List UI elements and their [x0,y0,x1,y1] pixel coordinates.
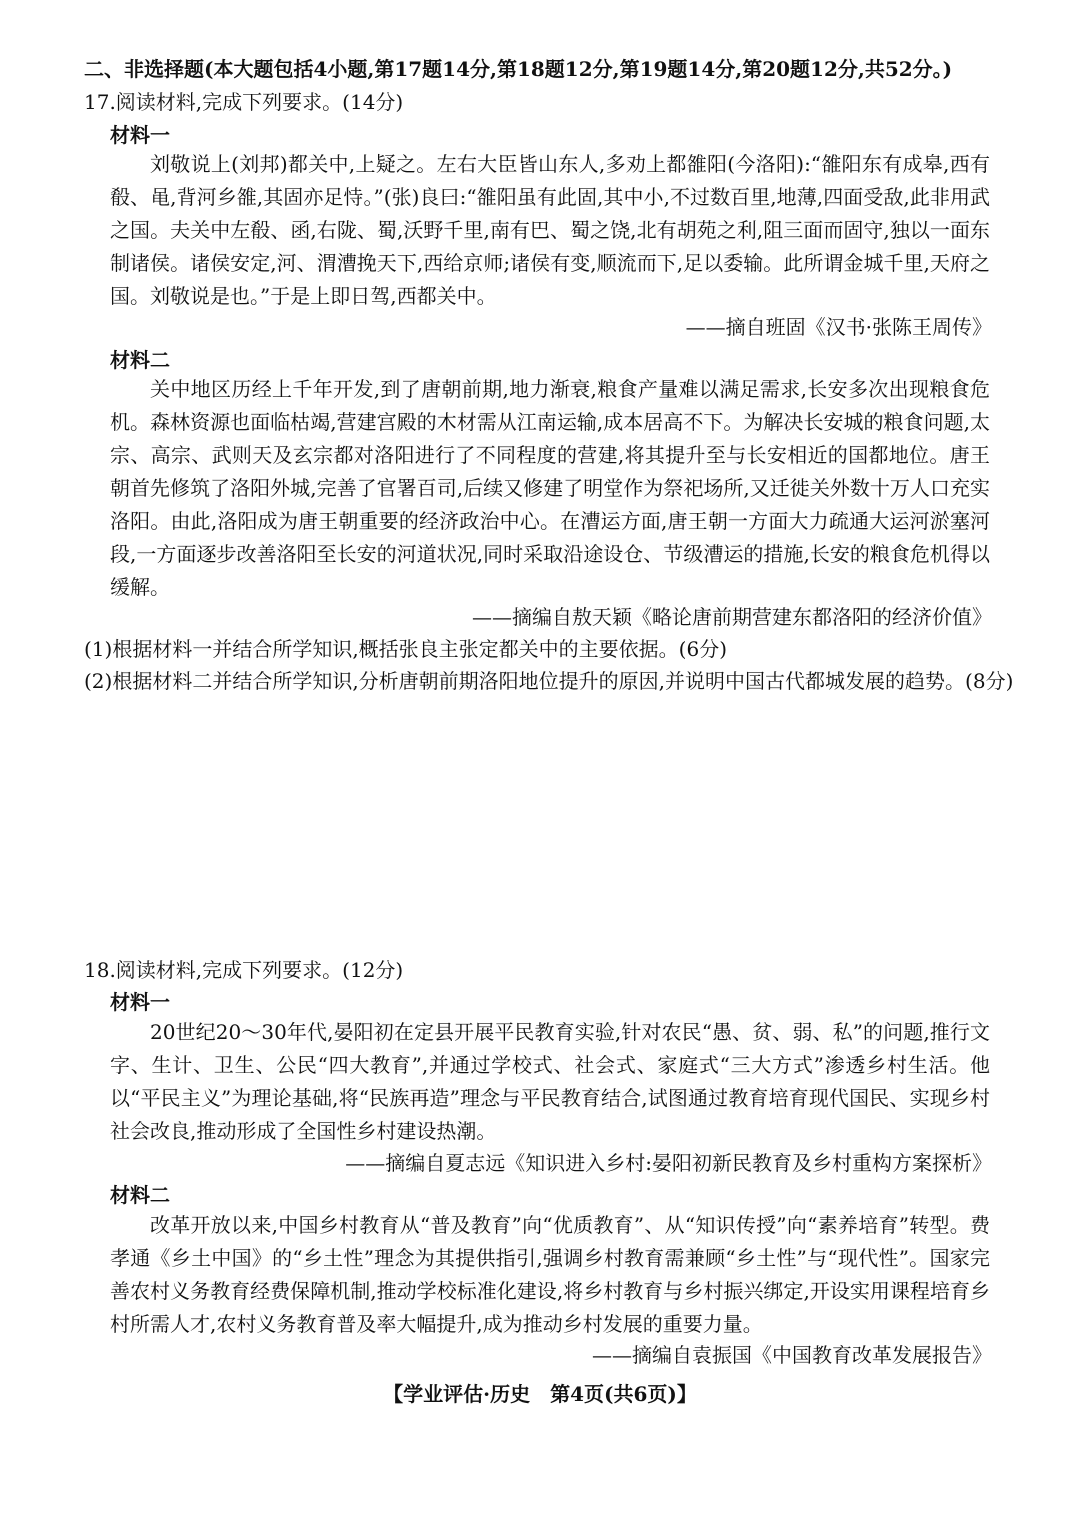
q17-material2-source: ——摘编自敖天颖《略论唐前期营建东都洛阳的经济价值》 [472,605,992,629]
q17-material2-text: 关中地区历经上千年开发,到了唐朝前期,地力渐衰,粮食产量难以满足需求,长安多次出现粮食危机。森林资源也面临枯竭,营建宫殿的木材需从江南运输,成本居高不下。为解决长安城的粮食问题,太宗、高宗、武则天及玄宗都对洛阳进行了不同程度的营建,将其提升至与长安相近的国都地位。唐王朝首先修筑了洛阳外城,完善了官署百司,后续又修建了明堂作为祭祀场所,又迁徙关外数十万人口充实洛阳。由此,洛阳成为唐王朝重要的经济政治中心。在漕运方面,唐王朝一方面大力疏通大运河淤塞河段,一方面逐步改善洛阳至长安的河道状况,同时采取沿途设仓、节级漕运的措施,长安的粮食危机得以缓解。 [110,377,990,599]
q18-material2-text: 改革开放以来,中国乡村教育从“普及教育”向“优质教育”、从“知识传授”向“素养培育”转型。费孝通《乡土中国》的“乡土性”理念为其提供指引,强调乡村教育需兼顾“乡土性”与“现代性”。国家完善农村义务教育经费保障机制,推动学校标准化建设,将乡村教育与乡村振兴绑定,开设实用课程培育乡村所需人才,农村义务教育普及率大幅提升,成为推动乡村发展的重要力量。 [110,1213,990,1336]
q18-title: 18.阅读材料,完成下列要求。(12分) [84,958,404,982]
q17-subquestion-2: (2)根据材料二并结合所学知识,分析唐朝前期洛阳地位提升的原因,并说明中国古代都城发展的趋势。(8分) [84,669,1014,693]
q18-material2-source: ——摘编自袁振国《中国教育改革发展报告》 [592,1343,992,1367]
q17-material1-source: ——摘自班固《汉书·张陈王周传》 [685,315,992,339]
q18-material1-source: ——摘编自夏志远《知识进入乡村:晏阳初新民教育及乡村重构方案探析》 [345,1151,992,1175]
q17-title: 17.阅读材料,完成下列要求。(14分) [84,90,404,114]
q17-material1-label: 材料一 [110,123,170,147]
q17-material2-label: 材料二 [110,348,170,372]
q18-material1-text: 20世纪20～30年代,晏阳初在定县开展平民教育实验,针对农民“愚、贫、弱、私”的问题,推行文字、生计、卫生、公民“四大教育”,并通过学校式、社会式、家庭式“三大方式”渗透乡村生活。他以“平民主义”为理论基础,将“民族再造”理念与平民教育结合,试图通过教育培育现代国民、实现乡村社会改良,推动形成了全国性乡村建设热潮。 [110,1020,990,1143]
q18-material2-label: 材料二 [110,1183,170,1207]
page-footer: 【学业评估·历史 第4页(共6页)】 [383,1382,697,1406]
q17-subquestion-1: (1)根据材料一并结合所学知识,概括张良主张定都关中的主要依据。(6分) [84,637,728,661]
q17-material1-text: 刘敬说上(刘邦)都关中,上疑之。左右大臣皆山东人,多劝上都雒阳(今洛阳):“雒阳东有成皋,西有殽、黾,背河乡雒,其固亦足恃。”(张)良曰:“雒阳虽有此固,其中小,不过数百里,地薄,四面受敌,此非用武之国。夫关中左殽、函,右陇、蜀,沃野千里,南有巴、蜀之饶,北有胡苑之利,阻三面而固守,独以一面东制诸侯。诸侯安定,河、渭漕挽天下,西给京师;诸侯有变,顺流而下,足以委输。此所谓金城千里,天府之国。刘敬说是也。”于是上即日驾,西都关中。 [110,152,990,308]
q18-material1-label: 材料一 [110,990,170,1014]
section-header: 二、非选择题(本大题包括4小题,第17题14分,第18题12分,第19题14分,第20题12分,共52分。) [84,57,953,81]
